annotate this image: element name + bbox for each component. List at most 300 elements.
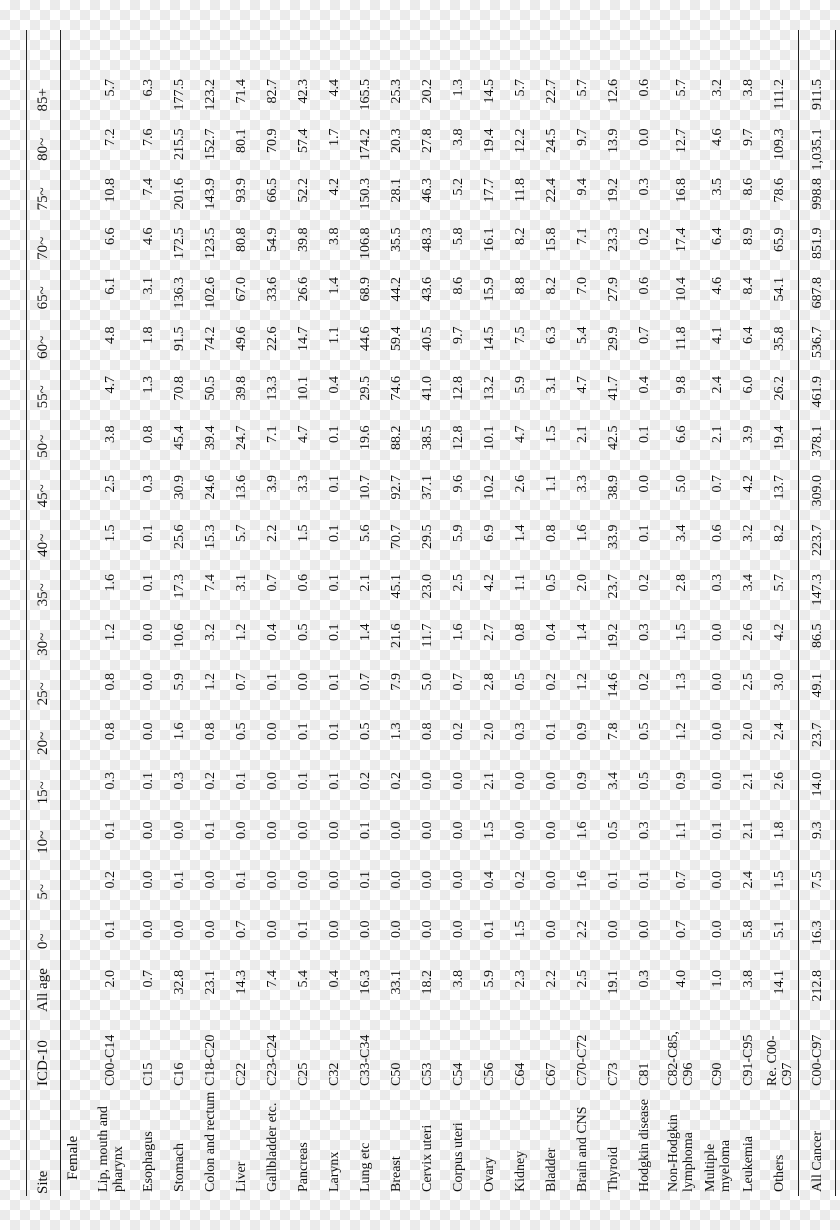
row-icd-code: C22 — [234, 1062, 249, 1086]
rate-value: 0.0 — [296, 871, 311, 889]
rate-value: 0.0 — [420, 821, 435, 839]
rate-value: 1.1 — [327, 326, 342, 344]
rate-value: 3.9 — [741, 425, 756, 443]
row-site-label: Non-Hodgkin lymphoma — [666, 1114, 696, 1192]
rate-value: 0.1 — [234, 772, 249, 790]
rate-value: 57.4 — [296, 128, 311, 153]
column-header: 60~ — [34, 335, 51, 359]
rate-value: 0.0 — [544, 871, 559, 889]
rate-value: 10.8 — [103, 178, 118, 203]
rate-value: 33.1 — [389, 970, 404, 995]
rate-value: 0.1 — [103, 920, 118, 938]
rate-value: 5.0 — [673, 475, 689, 493]
rate-value: 9.4 — [575, 178, 590, 196]
rate-value: 0.1 — [265, 673, 280, 691]
rate-value: 14.1 — [772, 970, 787, 995]
row-site-label: Liver — [234, 1161, 249, 1192]
row-icd-code: C18-C20 — [203, 1034, 218, 1086]
rate-value: 9.8 — [673, 376, 689, 394]
rate-value: 0.0 — [710, 673, 725, 691]
rate-value: 0.1 — [327, 673, 342, 691]
rate-value: 6.6 — [673, 425, 689, 443]
rate-value: 23.7 — [809, 722, 825, 747]
rate-value: 0.0 — [513, 821, 528, 839]
rate-value: 1.5 — [673, 623, 689, 641]
rate-value: 4.1 — [710, 326, 725, 344]
rate-value: 0.5 — [544, 574, 559, 592]
rate-value: 0.0 — [265, 871, 280, 889]
column-header: 50~ — [34, 434, 51, 458]
rate-value: 37.1 — [420, 475, 435, 500]
rate-value: 4.0 — [673, 970, 689, 988]
rate-value: 215.5 — [172, 128, 187, 160]
rate-value: 212.8 — [809, 970, 825, 1002]
rate-value: 3.0 — [772, 673, 787, 691]
rate-value: 26.2 — [772, 376, 787, 401]
rate-value: 49.1 — [809, 673, 825, 698]
rate-value: 9.6 — [451, 475, 466, 493]
rate-value: 5.7 — [513, 79, 528, 97]
rate-value: 0.0 — [451, 772, 466, 790]
rate-value: 0.1 — [710, 821, 725, 839]
rate-value: 0.1 — [327, 623, 342, 641]
rate-value: 38.5 — [420, 425, 435, 450]
rate-value: 998.8 — [809, 178, 825, 210]
rate-value: 0.4 — [265, 623, 280, 641]
rate-value: 15.8 — [544, 227, 559, 252]
rate-value: 2.0 — [741, 722, 756, 740]
column-header: 15~ — [34, 781, 51, 805]
rate-value: 4.7 — [296, 425, 311, 443]
rate-value: 41.7 — [606, 376, 621, 401]
row-site-label: Multiple myeloma — [702, 1139, 733, 1192]
rate-value: 66.5 — [265, 178, 280, 203]
rate-value: 1.5 — [544, 425, 559, 443]
rate-value: 78.6 — [772, 178, 787, 203]
column-header: 40~ — [34, 533, 51, 557]
rate-value: 223.7 — [809, 524, 825, 556]
rate-value: 0.0 — [544, 821, 559, 839]
rate-value: 0.1 — [327, 475, 342, 493]
column-header: 55~ — [34, 385, 51, 409]
rate-value: 911.5 — [809, 79, 825, 110]
row-site-label: Bladder — [544, 1147, 559, 1192]
rate-value: 2.2 — [575, 920, 590, 938]
rate-value: 4.2 — [772, 623, 787, 641]
rate-value: 0.8 — [141, 425, 156, 443]
rate-value: 45.4 — [172, 425, 187, 450]
rate-value: 10.1 — [296, 376, 311, 401]
rate-value: 52.2 — [296, 178, 311, 203]
rate-value: 1.8 — [141, 326, 156, 344]
rate-value: 6.0 — [741, 376, 756, 394]
column-header: 10~ — [34, 830, 51, 854]
rate-value: 0.4 — [637, 376, 652, 394]
rate-value: 80.1 — [234, 128, 249, 153]
rate-value: 0.0 — [710, 772, 725, 790]
row-site-label: Thyroid — [606, 1146, 621, 1192]
rate-value: 91.5 — [172, 326, 187, 351]
rate-value: 5.4 — [575, 326, 590, 344]
table-top-rule — [26, 30, 27, 1196]
rate-value: 0.7 — [358, 673, 373, 691]
row-icd-code: C54 — [451, 1062, 466, 1086]
rate-value: 20.3 — [389, 128, 404, 153]
rate-value: 174.2 — [358, 128, 373, 160]
rate-value: 3.4 — [606, 772, 621, 790]
rate-value: 23.7 — [606, 574, 621, 599]
row-icd-code: C16 — [172, 1062, 187, 1086]
rate-value: 0.0 — [544, 772, 559, 790]
rate-value: 1.4 — [575, 623, 590, 641]
rate-value: 0.0 — [265, 920, 280, 938]
rate-value: 6.6 — [103, 227, 118, 245]
rate-value: 10.2 — [482, 475, 497, 500]
rate-value: 5.6 — [358, 524, 373, 542]
rate-value: 3.5 — [710, 178, 725, 196]
rate-value: 0.0 — [172, 821, 187, 839]
rate-value: 851.9 — [809, 227, 825, 259]
rate-value: 0.8 — [420, 722, 435, 740]
rate-value: 2.6 — [741, 623, 756, 641]
rate-value: 8.4 — [741, 277, 756, 295]
rate-value: 0.0 — [451, 920, 466, 938]
rate-value: 13.9 — [606, 128, 621, 153]
rate-value: 8.8 — [513, 277, 528, 295]
rate-value: 0.1 — [637, 871, 652, 889]
rate-value: 0.0 — [637, 920, 652, 938]
rate-value: 0.0 — [141, 623, 156, 641]
rate-value: 0.0 — [420, 772, 435, 790]
rate-value: 20.2 — [420, 79, 435, 104]
rate-value: 0.0 — [296, 673, 311, 691]
rate-value: 7.9 — [389, 673, 404, 691]
rate-value: 0.2 — [637, 227, 652, 245]
rate-value: 0.5 — [234, 722, 249, 740]
rate-value: 3.8 — [741, 970, 756, 988]
rate-value: 0.0 — [141, 821, 156, 839]
rate-value: 1.2 — [673, 722, 689, 740]
rate-value: 0.9 — [575, 722, 590, 740]
rate-value: 309.0 — [809, 475, 825, 507]
row-icd-code: C00-C14 — [103, 1034, 118, 1086]
rate-value: 1.6 — [575, 871, 590, 889]
rate-value: 2.7 — [482, 623, 497, 641]
rate-value: 1.5 — [772, 871, 787, 889]
rate-value: 6.4 — [710, 227, 725, 245]
rate-value: 74.2 — [203, 326, 218, 351]
rate-value: 33.9 — [606, 524, 621, 549]
section-label-female: Female — [65, 1135, 81, 1180]
row-site-label: Cervix uteri — [420, 1124, 435, 1192]
rate-value: 19.1 — [606, 970, 621, 995]
rate-value: 0.1 — [327, 425, 342, 443]
rate-value: 0.3 — [103, 772, 118, 790]
rate-value: 50.5 — [203, 376, 218, 401]
rate-value: 0.0 — [389, 821, 404, 839]
rate-value: 1.6 — [575, 524, 590, 542]
rate-value: 6.4 — [741, 326, 756, 344]
rate-value: 22.4 — [544, 178, 559, 203]
rate-value: 0.3 — [637, 178, 652, 196]
rate-value: 4.7 — [513, 425, 528, 443]
rate-value: 33.6 — [265, 277, 280, 302]
rate-value: 0.0 — [203, 871, 218, 889]
rate-value: 2.1 — [575, 425, 590, 443]
rate-value: 11.8 — [513, 178, 528, 202]
rate-value: 0.7 — [265, 574, 280, 592]
rate-value: 70.9 — [265, 128, 280, 153]
rate-value: 2.1 — [482, 772, 497, 790]
row-site-label: Larynx — [327, 1151, 342, 1192]
rate-value: 0.7 — [637, 326, 652, 344]
rate-value: 0.1 — [296, 722, 311, 740]
row-icd-code: C70-C72 — [575, 1034, 590, 1086]
rate-value: 0.8 — [513, 623, 528, 641]
rate-value: 3.8 — [451, 970, 466, 988]
rate-value: 0.5 — [358, 722, 373, 740]
column-header: 25~ — [34, 682, 51, 706]
rate-value: 0.0 — [637, 128, 652, 146]
row-site-label: All Cancer — [809, 1130, 825, 1192]
row-icd-code: C53 — [420, 1062, 435, 1086]
rate-value: 12.7 — [673, 128, 689, 153]
rate-value: 0.0 — [637, 475, 652, 493]
rate-value: 0.2 — [389, 772, 404, 790]
rate-value: 13.2 — [482, 376, 497, 401]
rate-value: 0.9 — [673, 772, 689, 790]
column-header: 35~ — [34, 583, 51, 607]
rate-value: 5.7 — [673, 79, 689, 97]
rate-value: 1.2 — [234, 623, 249, 641]
rate-value: 24.6 — [203, 475, 218, 500]
rate-value: 0.3 — [637, 970, 652, 988]
rate-value: 0.3 — [141, 475, 156, 493]
row-site-label: Gallbladder etc. — [265, 1102, 280, 1192]
rate-value: 0.1 — [203, 821, 218, 839]
rate-value: 2.5 — [741, 673, 756, 691]
rate-value: 0.0 — [710, 871, 725, 889]
rate-value: 0.0 — [710, 722, 725, 740]
rotated-incidence-table — [20, 20, 825, 1210]
column-header: All age — [34, 968, 51, 1012]
rate-value: 0.2 — [637, 574, 652, 592]
rate-value: 49.6 — [234, 326, 249, 351]
rate-value: 0.0 — [141, 722, 156, 740]
rate-value: 0.4 — [544, 623, 559, 641]
rate-value: 1.2 — [203, 673, 218, 691]
rate-value: 3.3 — [575, 475, 590, 493]
rate-value: 80.8 — [234, 227, 249, 252]
rate-value: 8.6 — [741, 178, 756, 196]
rate-value: 0.1 — [296, 920, 311, 938]
rate-value: 12.2 — [513, 128, 528, 153]
rate-value: 0.8 — [103, 673, 118, 691]
row-site-label: Others — [772, 1154, 787, 1192]
rate-value: 2.5 — [103, 475, 118, 493]
rate-value: 2.4 — [710, 376, 725, 394]
rate-value: 1.5 — [296, 524, 311, 542]
rate-value: 0.1 — [296, 772, 311, 790]
rate-value: 0.1 — [544, 722, 559, 740]
column-header: 5~ — [34, 883, 51, 900]
rate-value: 0.0 — [265, 772, 280, 790]
rate-value: 0.0 — [141, 920, 156, 938]
rate-value: 165.5 — [358, 79, 373, 111]
column-header: 20~ — [34, 731, 51, 755]
rate-value: 2.2 — [265, 524, 280, 542]
rate-value: 6.3 — [141, 79, 156, 97]
rate-value: 0.0 — [451, 871, 466, 889]
rate-value: 9.7 — [451, 326, 466, 344]
row-icd-code: C25 — [296, 1062, 311, 1086]
rate-value: 29.9 — [606, 326, 621, 351]
rate-value: 1.3 — [673, 673, 689, 691]
rate-value: 17.3 — [172, 574, 187, 599]
row-icd-code: C50 — [389, 1062, 404, 1086]
rate-value: 0.0 — [358, 920, 373, 938]
row-icd-code: C73 — [606, 1062, 621, 1086]
rate-value: 35.5 — [389, 227, 404, 252]
rate-value: 143.9 — [203, 178, 218, 210]
rate-value: 22.7 — [544, 79, 559, 104]
rate-value: 0.2 — [103, 871, 118, 889]
rate-value: 22.6 — [265, 326, 280, 351]
column-header: 30~ — [34, 632, 51, 656]
rate-value: 26.6 — [296, 277, 311, 302]
rate-value: 1.4 — [513, 524, 528, 542]
rate-value: 41.0 — [420, 376, 435, 401]
rate-value: 1.5 — [513, 920, 528, 938]
rate-value: 1.4 — [327, 277, 342, 295]
rate-value: 23.3 — [606, 227, 621, 252]
rate-value: 3.2 — [710, 79, 725, 97]
row-icd-code: C33-C34 — [358, 1034, 373, 1086]
rate-value: 0.1 — [327, 722, 342, 740]
rate-value: 172.5 — [172, 227, 187, 259]
rate-value: 11.7 — [420, 623, 435, 648]
column-header: 85+ — [34, 88, 51, 112]
rate-value: 177.5 — [172, 79, 187, 111]
rate-value: 3.9 — [265, 475, 280, 493]
rate-value: 70.7 — [389, 524, 404, 549]
rate-value: 8.2 — [544, 277, 559, 295]
rate-value: 30.9 — [172, 475, 187, 500]
rate-value: 4.4 — [327, 79, 342, 97]
rate-value: 71.4 — [234, 79, 249, 104]
rate-value: 35.8 — [772, 326, 787, 351]
rate-value: 0.7 — [673, 871, 689, 889]
rate-value: 5.1 — [772, 920, 787, 938]
rate-value: 46.3 — [420, 178, 435, 203]
rate-value: 65.9 — [772, 227, 787, 252]
rate-value: 8.9 — [741, 227, 756, 245]
rate-value: 92.7 — [389, 475, 404, 500]
rate-value: 6.3 — [544, 326, 559, 344]
rate-value: 3.4 — [673, 524, 689, 542]
rate-value: 19.4 — [482, 128, 497, 153]
rate-value: 10.1 — [482, 425, 497, 450]
rate-value: 4.7 — [575, 376, 590, 394]
rate-value: 109.3 — [772, 128, 787, 160]
row-site-label: Ovary — [482, 1157, 497, 1192]
rate-value: 136.3 — [172, 277, 187, 309]
rate-value: 14.3 — [234, 970, 249, 995]
rate-value: 0.0 — [327, 920, 342, 938]
rate-value: 0.1 — [327, 524, 342, 542]
rate-value: 0.1 — [141, 772, 156, 790]
rate-value: 2.4 — [741, 871, 756, 889]
rate-value: 0.5 — [513, 673, 528, 691]
rate-value: 0.0 — [265, 722, 280, 740]
rate-value: 8.2 — [772, 524, 787, 542]
rate-value: 0.2 — [203, 772, 218, 790]
rate-value: 14.0 — [809, 772, 825, 797]
rate-value: 39.8 — [296, 227, 311, 252]
rate-value: 3.4 — [741, 574, 756, 592]
rate-value: 1.1 — [673, 821, 689, 839]
row-site-label: Lip, mouth and pharynx — [95, 1106, 126, 1192]
rate-value: 0.0 — [451, 821, 466, 839]
rate-value: 12.8 — [451, 376, 466, 401]
rate-value: 0.1 — [606, 871, 621, 889]
rate-value: 16.3 — [809, 920, 825, 945]
rate-value: 4.7 — [103, 376, 118, 394]
rate-value: 0.0 — [710, 920, 725, 938]
rate-value: 19.2 — [606, 178, 621, 203]
rate-value: 2.2 — [544, 970, 559, 988]
rate-value: 44.2 — [389, 277, 404, 302]
rate-value: 3.2 — [203, 623, 218, 641]
rate-value: 7.1 — [575, 227, 590, 245]
rate-value: 3.8 — [327, 227, 342, 245]
rate-value: 1.6 — [575, 821, 590, 839]
rate-value: 18.2 — [420, 970, 435, 995]
rate-value: 7.4 — [203, 574, 218, 592]
rate-value: 0.1 — [141, 574, 156, 592]
rate-value: 0.3 — [172, 772, 187, 790]
rate-value: 7.1 — [265, 425, 280, 443]
rate-value: 0.5 — [606, 821, 621, 839]
rate-value: 461.9 — [809, 376, 825, 408]
rate-value: 0.0 — [234, 821, 249, 839]
rate-value: 2.1 — [741, 772, 756, 790]
rate-value: 5.7 — [103, 79, 118, 97]
rate-value: 5.7 — [575, 79, 590, 97]
rate-value: 536.7 — [809, 326, 825, 358]
rate-value: 0.0 — [265, 821, 280, 839]
rate-value: 1.3 — [389, 722, 404, 740]
rate-value: 0.5 — [637, 772, 652, 790]
rate-value: 0.0 — [513, 772, 528, 790]
column-header: 0~ — [34, 933, 51, 950]
row-icd-code: C15 — [141, 1062, 156, 1086]
rate-value: 7.6 — [141, 128, 156, 146]
rate-value: 14.5 — [482, 326, 497, 351]
rate-value: 5.7 — [772, 574, 787, 592]
rate-value: 0.3 — [513, 722, 528, 740]
rate-value: 0.1 — [637, 524, 652, 542]
rate-value: 82.7 — [265, 79, 280, 104]
rate-value: 0.1 — [358, 821, 373, 839]
rate-value: 1.0 — [710, 970, 725, 988]
rate-value: 0.8 — [544, 524, 559, 542]
rate-value: 2.0 — [482, 722, 497, 740]
rate-value: 0.1 — [172, 871, 187, 889]
rate-value: 3.3 — [296, 475, 311, 493]
rate-value: 10.4 — [673, 277, 689, 302]
rate-value: 11.8 — [673, 326, 689, 351]
